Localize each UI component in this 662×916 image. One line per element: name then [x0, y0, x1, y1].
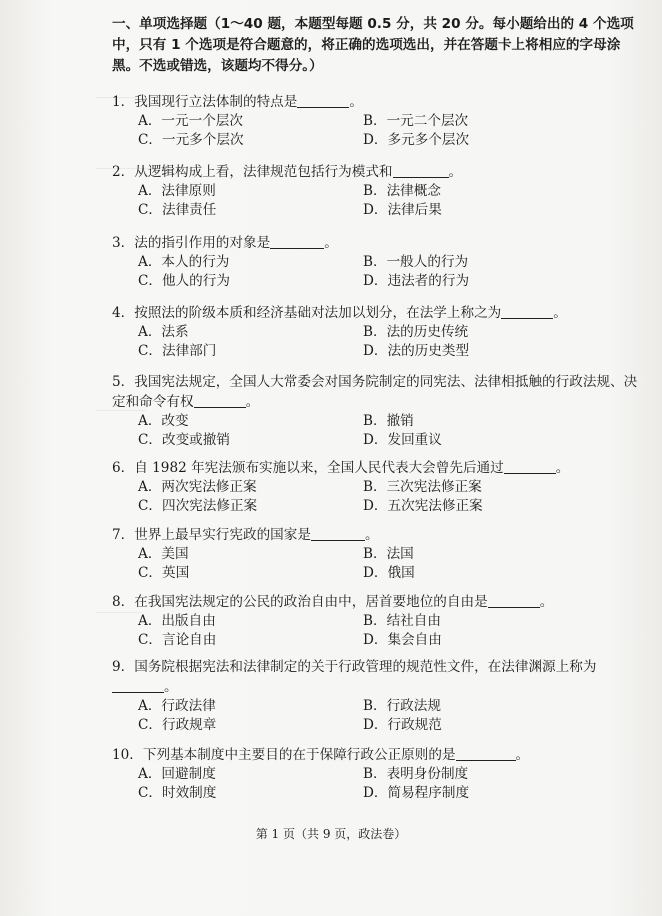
options [138, 182, 647, 220]
answer-blank [456, 747, 516, 761]
question-6 [112, 458, 647, 516]
option-c: C．英国 [138, 565, 190, 581]
question-2 [112, 162, 647, 220]
option-b: B．一般人的行为 [363, 254, 469, 270]
option-c: C．四次宪法修正案 [138, 498, 258, 514]
question-1 [112, 92, 647, 150]
option-a: A．两次宪法修正案 [138, 479, 257, 495]
option-d: D．违法者的行为 [363, 273, 470, 289]
option-d: D．发回重议 [363, 432, 442, 448]
option-c: C．行政规章 [138, 717, 217, 733]
section-header: 一、单项选择题（1～40 题，本题型每题 0.5 分，共 20 分。每小题给出的 4 个选项中，只有 1 个选项是符合题意的，将正确的选项选出，并在答题卡上将相应的字母涂黑。不选或错选，该题均不得分。） [112, 16, 634, 74]
question-stem: 4．按照法的阶级本质和经济基础对法加以划分，在法学上称之为 。 [112, 305, 567, 321]
options [138, 545, 647, 583]
options [138, 478, 647, 516]
option-b: B．行政法规 [363, 698, 441, 714]
question-8 [112, 592, 647, 650]
answer-blank [112, 679, 164, 693]
question-stem: 1．我国现行立法体制的特点是 。 [112, 94, 363, 110]
option-a: A．行政法律 [138, 698, 216, 714]
question-stem: 10．下列基本制度中主要目的在于保障行政公正原则的是 。 [112, 747, 530, 763]
answer-blank [504, 460, 556, 474]
question-stem: 6．自 1982 年宪法颁布实施以来，全国人民代表大会曾先后通过 。 [112, 460, 570, 476]
options [138, 765, 647, 803]
options [138, 323, 647, 361]
option-c: C．时效制度 [138, 785, 217, 801]
question-3 [112, 233, 647, 291]
option-a: A．一元一个层次 [138, 113, 243, 129]
question-10 [112, 745, 647, 803]
option-a: A．出版自由 [138, 613, 216, 629]
question-9 [112, 657, 647, 735]
option-c: C．法律部门 [138, 343, 217, 359]
answer-blank [393, 164, 449, 178]
option-a: A．美国 [138, 546, 189, 562]
option-a: A．改变 [138, 413, 189, 429]
question-4 [112, 303, 647, 361]
option-a: A．本人的行为 [138, 254, 230, 270]
option-d: D．俄国 [363, 565, 415, 581]
option-d: D．法的历史类型 [363, 343, 470, 359]
option-a: A．法系 [138, 324, 189, 340]
answer-blank [297, 94, 349, 108]
options [138, 112, 647, 150]
question-stem: 3．法的指引作用的对象是 。 [112, 235, 338, 251]
option-a: A．回避制度 [138, 766, 216, 782]
answer-blank [501, 305, 553, 319]
question-stem: 9．国务院根据宪法和法律制定的关于行政管理的规范性文件，在法律渊源上称为。 [112, 659, 597, 695]
answer-blank [194, 394, 246, 408]
options [138, 412, 647, 450]
option-d: D．五次宪法修正案 [363, 498, 483, 514]
option-c: C．他人的行为 [138, 273, 230, 289]
question-stem: 5．我国宪法规定，全国人大常委会对国务院制定的同宪法、法律相抵触的行政法规、决定和命令有权 。 [112, 374, 638, 410]
option-c: C．言论自由 [138, 632, 217, 648]
option-d: D．行政规范 [363, 717, 442, 733]
option-b: B．法的历史传统 [363, 324, 469, 340]
question-stem: 7．世界上最早实行宪政的国家是 。 [112, 527, 379, 543]
page-footer: 第 1 页（共 9 页，政法卷） [255, 827, 407, 841]
option-b: B．结社自由 [363, 613, 441, 629]
option-b: B．法国 [363, 546, 414, 562]
option-b: B．一元二个层次 [363, 113, 469, 129]
option-c: C．改变或撤销 [138, 432, 230, 448]
question-7 [112, 525, 647, 583]
option-b: B．三次宪法修正案 [363, 479, 482, 495]
option-d: D．法律后果 [363, 202, 442, 218]
option-b: B．法律概念 [363, 183, 441, 199]
answer-blank [488, 594, 540, 608]
option-d: D．多元多个层次 [363, 132, 470, 148]
option-c: C．一元多个层次 [138, 132, 244, 148]
options [138, 612, 647, 650]
options [138, 697, 647, 735]
option-d: D．简易程序制度 [363, 785, 470, 801]
answer-blank [270, 235, 324, 249]
option-b: B．表明身份制度 [363, 766, 469, 782]
option-c: C．法律责任 [138, 202, 217, 218]
options [138, 253, 647, 291]
question-stem: 2．从逻辑构成上看，法律规范包括行为模式和 。 [112, 164, 463, 180]
option-a: A．法律原则 [138, 183, 216, 199]
option-b: B．撤销 [363, 413, 414, 429]
option-d: D．集会自由 [363, 632, 442, 648]
answer-blank [311, 527, 365, 541]
question-5 [112, 372, 647, 450]
question-stem: 8．在我国宪法规定的公民的政治自由中，居首要地位的自由是 。 [112, 594, 554, 610]
